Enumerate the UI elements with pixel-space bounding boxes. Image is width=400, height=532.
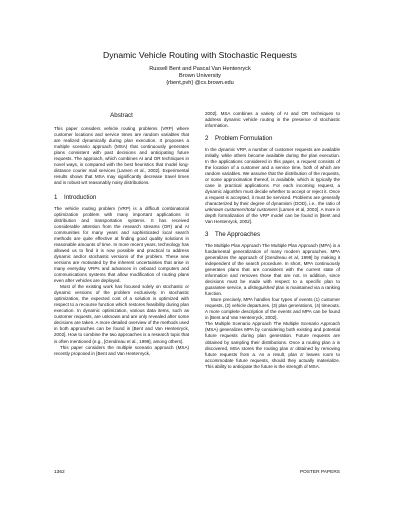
- section-number: 1: [54, 194, 58, 202]
- section-title: The Approaches: [215, 231, 261, 239]
- section-1-heading: [54, 194, 189, 202]
- section-2-heading: [205, 135, 340, 143]
- abstract-text: This paper considers vehicle routing problems (VRP) where customer locations and service times are random variables that are realized dynamically during plan execution. It proposes a multiple scenario approach (MSA) that continuously generates plans consistent with past decisions and anticipating future requests. The approach, which combines AI and OR techniques in novel ways, is compared with the best heuristics that model long-distance courier mail services [Larsen et al., 2002]. Experimental results shows that MSA may significantly decrease travel times and is robust wrt reasonably noisy distributions.: [54, 126, 189, 186]
- abstract-heading: Abstract: [110, 112, 133, 119]
- right-paragraph-0: 2002]. MSA combines a variety of AI and OR techniques to address dynamic vehicle routing in the presence of stochastic information.: [205, 111, 340, 129]
- section-number: 2: [205, 135, 209, 143]
- intro-paragraph-3: This paper considers the multiple scenario approach (MSA) recently proposed in [Bent and Van Hentenryck,: [54, 344, 189, 356]
- footer-section-label: POSTER PAPERS: [299, 470, 340, 475]
- section-3-heading: [205, 231, 340, 239]
- right-column: [205, 111, 340, 370]
- section-number: 3: [205, 231, 209, 239]
- section-title: Problem Formulation: [215, 135, 273, 143]
- paper-title: Dynamic Vehicle Routing with Stochastic Requests: [103, 50, 297, 60]
- section-2-paragraph: In the dynamic VRP, a number of customer requests are available initially, while others become available during the plan execution. In the applications considered in this paper, a request consists of the location of a customer and a service time, both of which are random variables. We assume that the distribution of the requests, or some approximation thereof, is available, which is typically the case in practical applications. For each incoming request, a dynamic algorithm must decide whether to accept or reject it. Once a request is accepted, it must be serviced. Problems are generally characterized by their degree of dynamism (DOD), i.e., the ratio of unknown customers/total customers [Larsen et al, 2002]. A more in depth formalization of the VRP model can be found in [Bent and Van Hentenryck, 2002].: [205, 147, 340, 225]
- intro-paragraph-2: Most of the existing work has focused solely on stochastic or dynamic versions of the problem exclusively. In stochastic optimization, the expected cost of a solution is optimized with respect to a recourse function which restores feasibility during plan execution. In dynamic optimization, various data items, such as customer requests, are unknown and are only revealed after some decisions are taken. A more detailed overview of the methods used in both approaches can be found in [Bent and Van Hentenryck, 2002]. How to combine the two approaches is a research topic that is often mentioned (e.g., [Gendreau et al., 1999], among others).: [54, 284, 189, 344]
- email: {rbent,pvh} @cs.brown.edu: [166, 80, 234, 87]
- affiliation: Brown University: [179, 73, 221, 80]
- left-column: [54, 112, 189, 357]
- page-number: 1362: [54, 470, 65, 475]
- section-title: Introduction: [64, 194, 97, 202]
- authors: Russell Bent and Pascal Van Hentenryck: [149, 66, 251, 72]
- msa-paragraph: The Multiple Scenario Approach The Multiple Scenario Approach (MSA) generalizes MPA by considering both existing and potential future requests during plan generation. Future requests are obtained by sampling their distributions. Once a routing plan a is discovered, MSA stores the routing plan a' obtained by removing future requests from a. As a result, plan a' leaves room to accommodate future requests, should they actually materialize. This ability to anticipate the future is the strength of MSA.: [205, 321, 341, 369]
- mpa-paragraph: The Multiple Plan Approach The Multiple Plan Approach (MPA) is a fundamental generalization of many modern approaches. MPA generalizes the approach of [Gendreau et al, 1999] by making it independent of the search procedure. In short, MPA continuously generates plans that are consistent with the current state of information and removes those that are not. In addition, since decisions must be made with respect to a specific plan to guarantee service, a distinguished plan is maintained via a ranking function.: [205, 243, 341, 297]
- intro-paragraph-1: The vehicle routing problem (VRP) is a difficult combinatorial optimization problem with many important applications in distribution and transportation systems. It has received considerable attention from the research streams (OR) and AI communities for many years and sophisticated local search methods are quite effective at finding good quality solutions in reasonable amounts of time. In more recent years, technology has allowed us to find it is now possible and practical to address dynamic and/or stochastic versions of the problem. These new versions are motivated by the inherent uncertainties that arise in many everyday VRPs and advances in onboard computers and communications systems that allow modification of routing plans even after vehicles are deployed.: [54, 206, 189, 284]
- mpa-events-paragraph: More precisely, MPA handles four types of events (1) customer requests, (2) vehicle departures, (3) plan generations, (4) timeouts. A more complete description of the events and MPA can be found in [Bent and Van Hentenryck, 2002].: [205, 297, 340, 321]
- author-block: [0, 66, 400, 88]
